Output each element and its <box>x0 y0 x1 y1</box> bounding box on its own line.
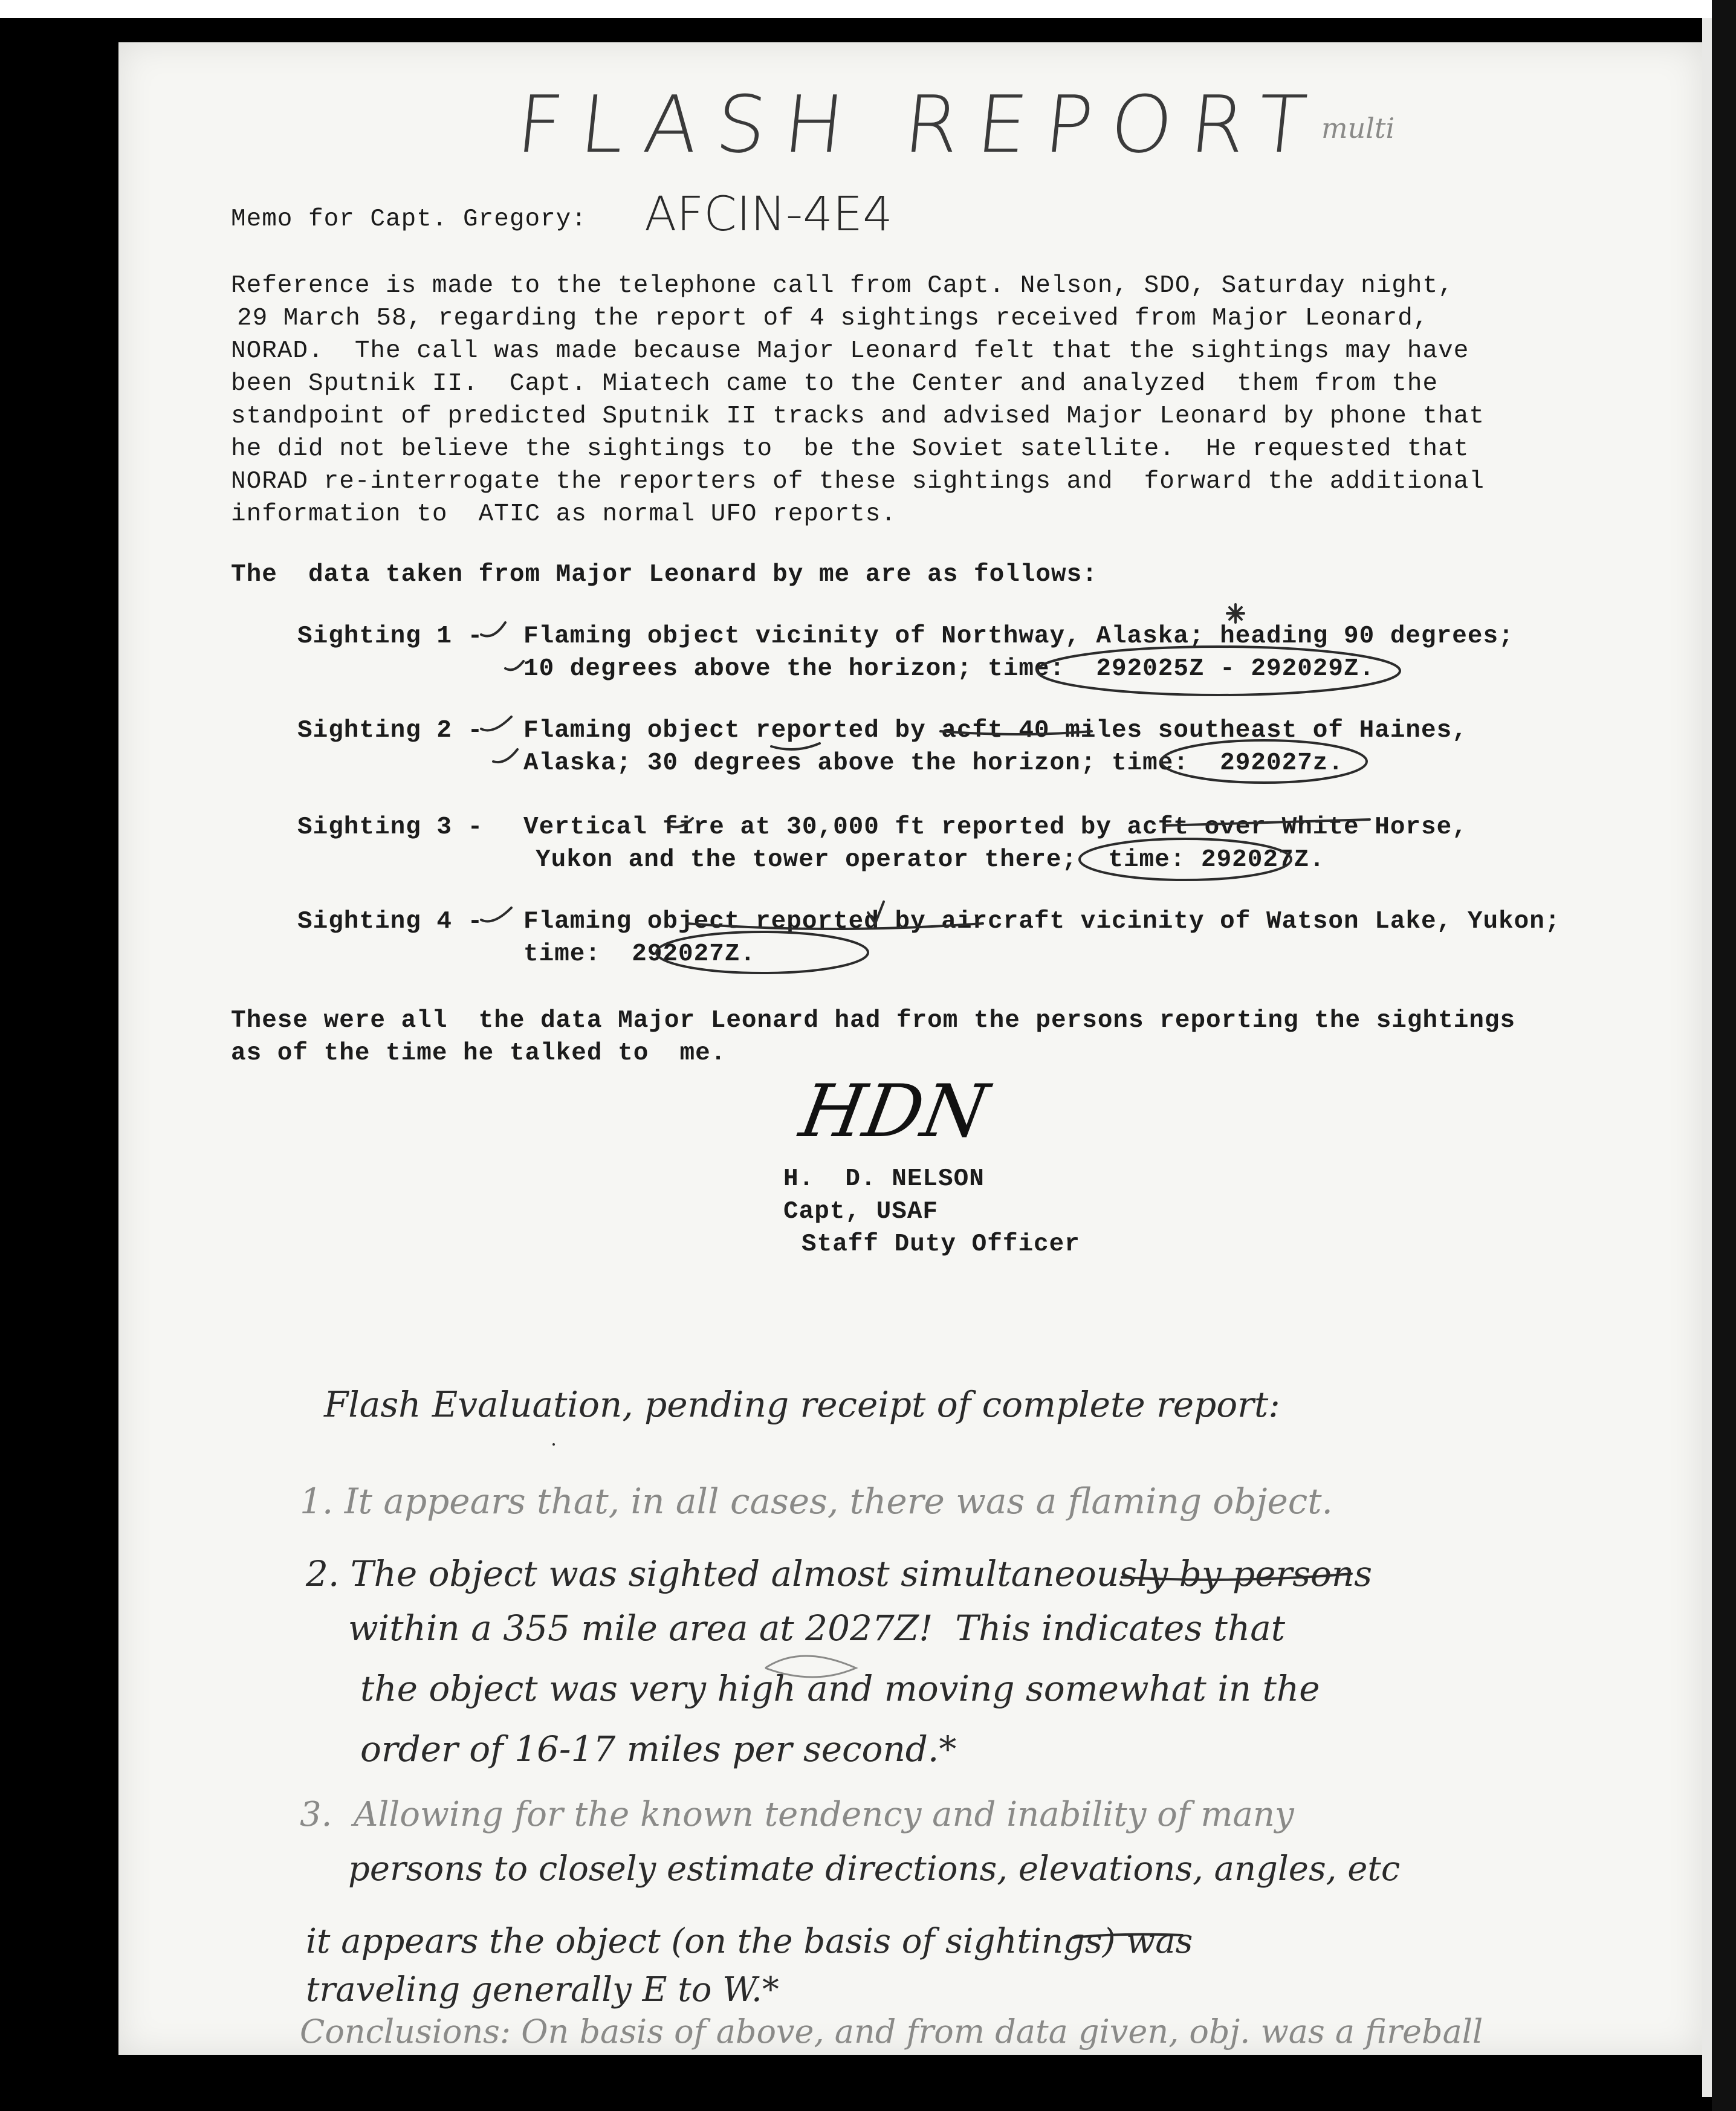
evaluation-line: order of 16-17 miles per second.* <box>360 1728 957 1770</box>
check-mark-icon <box>505 661 523 670</box>
sighting-text: 10 degrees above the horizon; time: 292025Z - 292029Z. <box>523 655 1375 683</box>
sighting-label: Sighting 4 - <box>297 908 484 936</box>
evaluation-line: 2. The object was sighted almost simultaneously by persons <box>306 1553 1373 1594</box>
evaluation-line: persons to closely estimate directions, elevations, angles, etc <box>348 1849 1401 1889</box>
paragraph-line: been Sputnik II. Capt. Miatech came to the Center and analyzed them from the <box>231 370 1439 398</box>
film-edge-right-inner <box>1702 18 1712 2097</box>
evaluation-line: traveling generally E to W.* <box>306 1970 779 2009</box>
paragraph-line: he did not believe the sightings to be the Soviet satellite. He requested that <box>231 435 1469 463</box>
signer-title: Staff Duty Officer <box>802 1230 1080 1258</box>
office-symbol: AFCIN-4E4 <box>644 187 893 242</box>
evaluation-line: Conclusions: On basis of above, and from data given, obj. was a fireball <box>300 2012 1483 2051</box>
signer-rank: Capt, USAF <box>783 1198 939 1226</box>
sighting-text: Flaming object reported by acft 40 miles southeast of Haines, <box>523 717 1468 745</box>
sighting-label: Sighting 1 - <box>297 622 484 650</box>
evaluation-line: 3. Allowing for the known tendency and inability of many <box>300 1795 1294 1834</box>
evaluation-line: it appears the object (on the basis of sightings) was <box>306 1922 1193 1961</box>
title-note: multi <box>1321 112 1395 144</box>
evaluation-line: within a 355 mile area at 2027Z! This indicates that <box>348 1608 1286 1649</box>
film-edge-top <box>0 0 1736 18</box>
sighting-text: time: 292027Z. <box>523 940 756 968</box>
paragraph-line: NORAD re-interrogate the reporters of these sightings and forward the additional <box>231 468 1485 496</box>
closing-line: as of the time he talked to me. <box>231 1039 727 1067</box>
sighting-text: Flaming object reported by aircraft vicinity of Watson Lake, Yukon; <box>523 908 1561 936</box>
sighting-text: Yukon and the tower operator there; time: 292027Z. <box>536 846 1325 874</box>
sighting-text: Vertical fire at 30,000 ft reported by acft over White Horse, <box>523 813 1468 841</box>
signature-initials: HDN <box>794 1070 994 1154</box>
sighting-text: Flaming object vicinity of Northway, Alaska; heading 90 degrees; <box>523 622 1514 650</box>
evaluation-heading: Flash Evaluation, pending receipt of complete report: <box>324 1384 1280 1425</box>
memo-recipient: Memo for Capt. Gregory: <box>231 205 587 233</box>
film-edge-right <box>1712 0 1736 2111</box>
evaluation-line: 1. It appears that, in all cases, there was a flaming object. <box>300 1481 1333 1522</box>
paragraph-line: 29 March 58, regarding the report of 4 sightings received from Major Leonard, <box>237 305 1429 332</box>
flash-report-title: FLASH REPORT <box>513 79 1329 170</box>
check-mark-icon <box>481 908 511 922</box>
asterisk-icon <box>1227 604 1244 622</box>
paragraph-line: information to ATIC as normal UFO reports. <box>231 500 896 528</box>
closing-line: These were all the data Major Leonard had from the persons reporting the sightings <box>231 1007 1516 1035</box>
check-mark-icon <box>481 622 505 636</box>
sighting-label: Sighting 3 - <box>297 813 484 841</box>
check-mark-icon <box>493 749 517 762</box>
data-intro: The data taken from Major Leonard by me are as follows: <box>231 561 1098 589</box>
sighting-label: Sighting 2 - <box>297 717 484 745</box>
check-mark-icon <box>481 717 511 731</box>
signer-name: H. D. NELSON <box>783 1165 985 1193</box>
paragraph-line: NORAD. The call was made because Major Leonard felt that the sightings may have <box>231 337 1469 365</box>
evaluation-line: the object was very high and moving somewhat in the <box>360 1668 1320 1709</box>
paragraph-line: standpoint of predicted Sputnik II tracks and advised Major Leonard by phone that <box>231 402 1485 430</box>
sighting-text: Alaska; 30 degrees above the horizon; time: 292027z. <box>523 749 1344 777</box>
paragraph-line: Reference is made to the telephone call from Capt. Nelson, SDO, Saturday night, <box>231 272 1454 300</box>
document-page <box>118 42 1702 2055</box>
